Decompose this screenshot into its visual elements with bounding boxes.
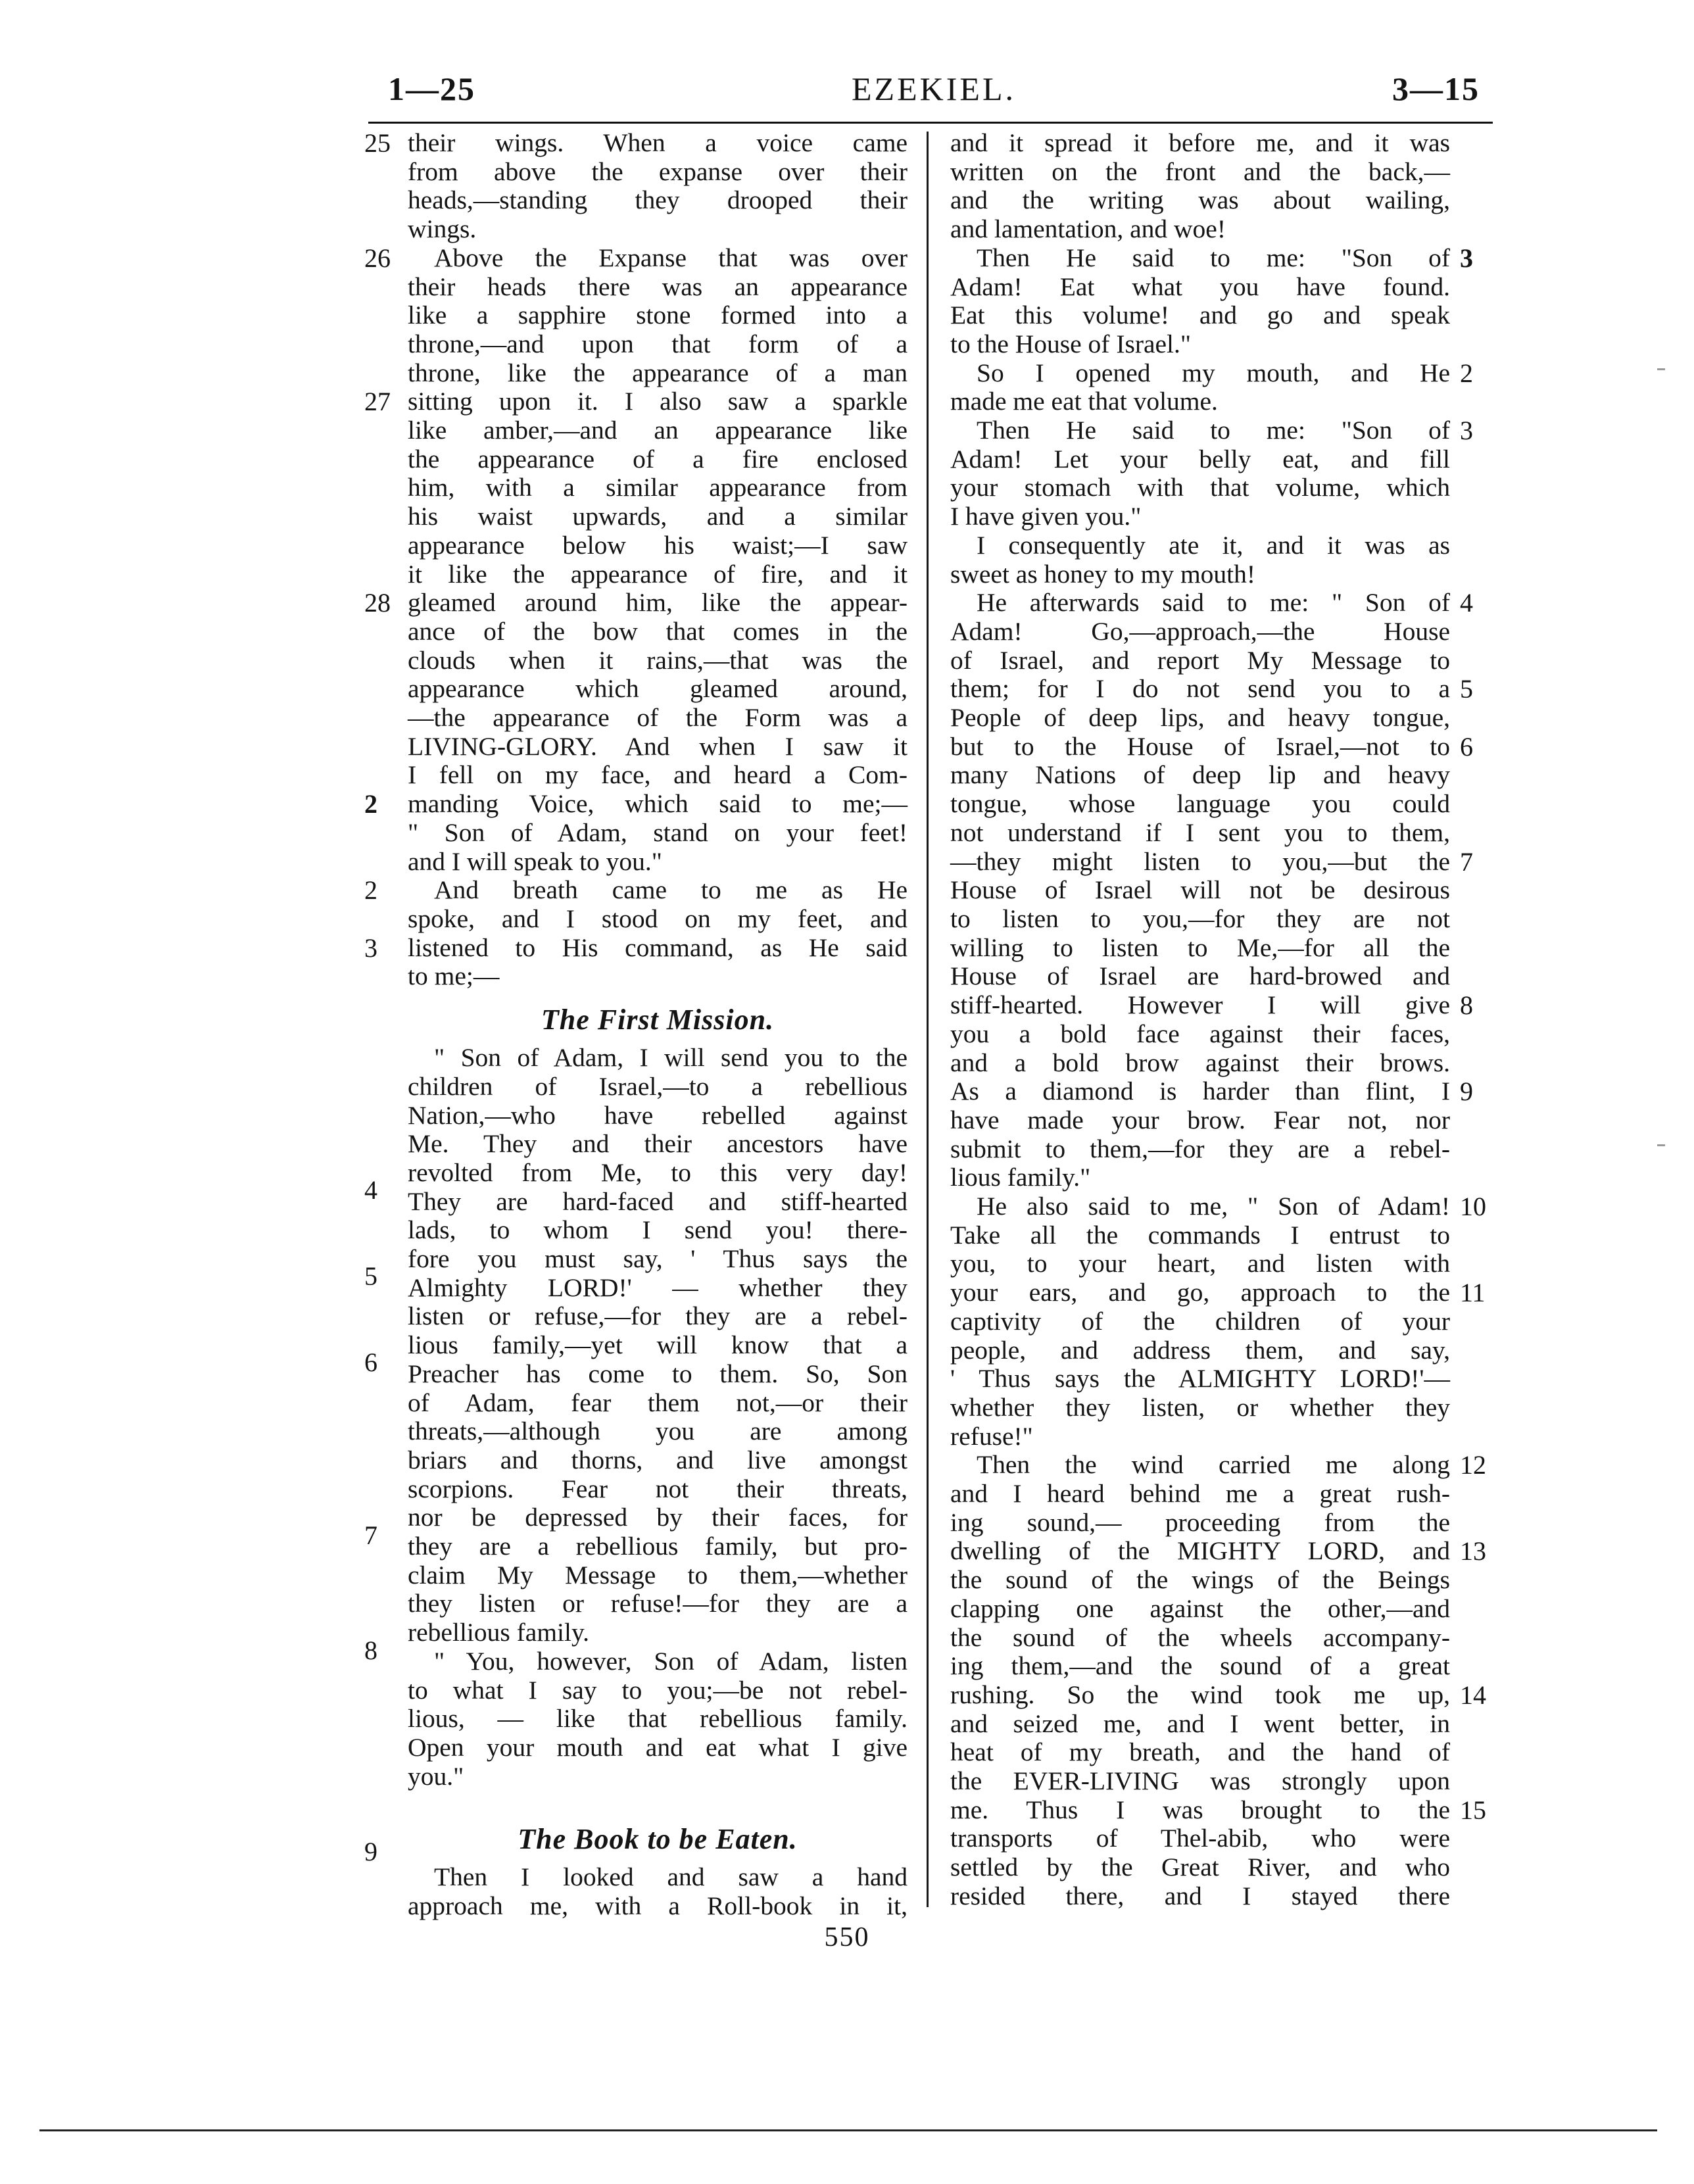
text-line: Me. They and their ancestors have	[408, 1129, 908, 1159]
text-line: scorpions. Fear not their threats,	[408, 1474, 908, 1503]
text-line: dwelling of the MIGHTY LORD, and	[950, 1536, 1450, 1566]
column-divider	[927, 132, 929, 1907]
text-line: tongue, whose language you could	[950, 789, 1450, 819]
text-line: them; for I do not send you to a	[950, 674, 1450, 704]
text-line: LIVING-GLORY. And when I saw it	[408, 731, 908, 761]
text-line: rebellious family.	[408, 1618, 590, 1647]
text-line: lious family,—yet will know that a	[408, 1330, 908, 1360]
text-line: many Nations of deep lip and heavy	[950, 760, 1450, 790]
text-line: Then He said to me: "Son of	[977, 416, 1450, 445]
verse-number: 8	[1460, 990, 1473, 1020]
text-line: to what I say to you;—be not rebel-	[408, 1675, 908, 1705]
verse-number: 7	[1460, 847, 1473, 877]
verse-number: 2	[364, 875, 377, 905]
text-line: He afterwards said to me: " Son of	[977, 588, 1450, 618]
text-line: willing to listen to Me,—for all the	[950, 933, 1450, 962]
text-line: and a bold brow against their brows.	[950, 1048, 1450, 1077]
text-line: me. Thus I was brought to the	[950, 1795, 1450, 1824]
text-line: appearance below his waist;—I saw	[408, 530, 908, 560]
text-line: like a sapphire stone formed into a	[408, 301, 908, 330]
text-line: him, with a similar appearance from	[408, 473, 908, 502]
text-line: " Son of Adam, I will send you to the	[434, 1043, 908, 1073]
text-line: sitting upon it. I also saw a sparkle	[408, 387, 908, 416]
text-line: I fell on my face, and heard a Com-	[408, 760, 908, 790]
verse-number: 3	[1460, 416, 1473, 445]
text-line: gleamed around him, like the appear-	[408, 588, 908, 618]
verse-number: 5	[364, 1261, 377, 1291]
text-line: and lamentation, and woe!	[950, 214, 1226, 244]
text-line: Then the wind carried me along	[977, 1450, 1450, 1480]
text-line: Adam! Go,—approach,—the House	[950, 616, 1450, 646]
text-line: your ears, and go, approach to the	[950, 1278, 1450, 1307]
text-line: clapping one against the other,—and	[950, 1593, 1450, 1623]
text-line: heat of my breath, and the hand of	[950, 1737, 1450, 1767]
text-line: submit to them,—for they are a rebel-	[950, 1134, 1450, 1163]
header-book-title: EZEKIEL.	[852, 70, 1016, 107]
section-heading: The First Mission.	[541, 1004, 775, 1036]
text-line: and it spread it before me, and it was	[950, 128, 1450, 157]
text-line: wings.	[408, 214, 477, 244]
text-line: they listen or refuse!—for they are a	[408, 1589, 908, 1618]
verse-number: 2	[1460, 358, 1473, 388]
text-line: but to the House of Israel,—not to	[950, 731, 1450, 761]
text-line: Take all the commands I entrust to	[950, 1220, 1450, 1250]
text-line: you, to your heart, and listen with	[950, 1249, 1450, 1278]
text-line: ing them,—and the sound of a great	[950, 1651, 1450, 1681]
text-line: settled by the Great River, and who	[950, 1853, 1450, 1882]
text-line: threats,—although you are among	[408, 1417, 908, 1446]
chapter-number: 2	[364, 789, 377, 819]
text-line: refuse!"	[950, 1421, 1033, 1451]
text-line: written on the front and the back,—	[950, 157, 1450, 186]
section-heading: The Book to be Eaten.	[518, 1823, 798, 1856]
text-line: Then He said to me: "Son of	[977, 243, 1450, 272]
verse-number: 10	[1460, 1192, 1486, 1221]
text-line: captivity of the children of your	[950, 1306, 1450, 1336]
text-line: They are hard-faced and stiff-hearted	[408, 1186, 908, 1216]
text-line: to the House of Israel."	[950, 329, 1192, 358]
text-line: Open your mouth and eat what I give	[408, 1732, 908, 1762]
text-line: throne, like the appearance of a man	[408, 358, 908, 387]
text-line: House of Israel are hard-browed and	[950, 961, 1450, 991]
verse-number: 8	[364, 1636, 377, 1665]
text-line: you a bold face against their faces,	[950, 1019, 1450, 1048]
verse-number: 9	[1460, 1077, 1473, 1106]
text-line: the EVER-LIVING was strongly upon	[950, 1766, 1450, 1796]
text-line: ance of the bow that comes in the	[408, 616, 908, 646]
text-line: appearance which gleamed around,	[408, 674, 908, 704]
text-line: have made your brow. Fear not, nor	[950, 1105, 1450, 1134]
text-line: stiff-hearted. However I will give	[950, 990, 1450, 1020]
verse-number: 6	[364, 1347, 377, 1377]
text-line: listened to His command, as He said	[408, 933, 908, 962]
text-line: their wings. When a voice came	[408, 128, 908, 157]
text-line: Almighty LORD!' — whether they	[408, 1273, 908, 1302]
header-left-reference: 1—25	[388, 70, 475, 107]
bottom-rule	[39, 2129, 1657, 2131]
text-line: briars and thorns, and live amongst	[408, 1445, 908, 1474]
text-line: lious family."	[950, 1163, 1091, 1192]
text-line: " Son of Adam, stand on your feet!	[408, 817, 908, 847]
text-line: As a diamond is harder than flint, I	[950, 1077, 1450, 1106]
text-line: fore you must say, ' Thus says the	[408, 1244, 908, 1274]
verse-number: 4	[364, 1175, 377, 1205]
text-line: He also said to me, " Son of Adam!	[977, 1192, 1450, 1221]
chapter-number: 3	[1460, 243, 1473, 273]
text-line: people, and address them, and say,	[950, 1335, 1450, 1365]
text-line: revolted from Me, to this very day!	[408, 1157, 908, 1187]
text-line: the appearance of a fire enclosed	[408, 444, 908, 473]
text-line: to me;—	[408, 961, 500, 991]
text-line: Then I looked and saw a hand	[434, 1862, 908, 1892]
left-column	[408, 129, 908, 1921]
text-line: you."	[408, 1761, 464, 1791]
verse-number: 27	[364, 387, 391, 416]
text-line: throne,—and upon that form of a	[408, 329, 908, 358]
text-line: from above the expanse over their	[408, 157, 908, 186]
verse-number: 7	[364, 1520, 377, 1550]
text-line: lads, to whom I send you! there-	[408, 1215, 908, 1245]
text-line: and the writing was about wailing,	[950, 185, 1450, 215]
text-line: of Israel, and report My Message to	[950, 645, 1450, 675]
text-line: Eat this volume! and go and speak	[950, 301, 1450, 330]
verse-number: 3	[364, 933, 377, 963]
verse-number: 28	[364, 588, 391, 618]
scan-edge-mark	[1657, 368, 1665, 370]
text-line: and I will speak to you."	[408, 846, 662, 876]
verse-number: 15	[1460, 1795, 1486, 1825]
text-line: it like the appearance of fire, and it	[408, 559, 908, 589]
header-rule	[368, 122, 1493, 124]
text-line: —the appearance of the Form was a	[408, 703, 908, 733]
verse-number: 4	[1460, 588, 1473, 618]
text-line: clouds when it rains,—that was the	[408, 645, 908, 675]
text-line: Preacher has come to them. So, Son	[408, 1359, 908, 1388]
text-line: manding Voice, which said to me;—	[408, 789, 908, 819]
text-line: like amber,—and an appearance like	[408, 416, 908, 445]
text-line: their heads there was an appearance	[408, 272, 908, 301]
text-line: I have given you."	[950, 502, 1142, 531]
text-line: heads,—standing they drooped their	[408, 185, 908, 215]
verse-number: 12	[1460, 1450, 1486, 1480]
verse-number: 25	[364, 128, 391, 158]
text-line: and I heard behind me a great rush-	[950, 1479, 1450, 1509]
text-line: transports of Thel-abib, who were	[950, 1824, 1450, 1853]
text-line: rushing. So the wind took me up,	[950, 1680, 1450, 1709]
text-line: claim My Message to them,—whether	[408, 1560, 908, 1589]
verse-number: 26	[364, 243, 391, 273]
text-line: " You, however, Son of Adam, listen	[434, 1646, 908, 1676]
text-line: the sound of the wings of the Beings	[950, 1565, 1450, 1595]
text-line: People of deep lips, and heavy tongue,	[950, 703, 1450, 733]
text-line: —they might listen to you,—but the	[950, 846, 1450, 876]
text-line: lious, — like that rebellious family.	[408, 1704, 908, 1734]
text-line: Adam! Eat what you have found.	[950, 272, 1450, 301]
text-line: And breath came to me as He	[434, 875, 908, 905]
scan-edge-mark	[1657, 1144, 1665, 1146]
right-column	[950, 129, 1450, 1911]
text-line: made me eat that volume.	[950, 387, 1218, 416]
text-line: nor be depressed by their faces, for	[408, 1503, 908, 1532]
verse-number: 11	[1460, 1278, 1486, 1307]
text-line: ' Thus says the ALMIGHTY LORD!'—	[950, 1364, 1450, 1394]
text-line: not understand if I sent you to them,	[950, 817, 1450, 847]
text-line: So I opened my mouth, and He	[977, 358, 1450, 387]
page-number: 550	[824, 1922, 870, 1953]
text-line: to listen to you,—for they are not	[950, 904, 1450, 933]
text-line: House of Israel will not be desirous	[950, 875, 1450, 905]
verse-number: 9	[364, 1837, 377, 1866]
text-line: Nation,—who have rebelled against	[408, 1100, 908, 1130]
text-line: whether they listen, or whether they	[950, 1392, 1450, 1422]
text-line: listen or refuse,—for they are a rebel-	[408, 1301, 908, 1331]
text-line: of Adam, fear them not,—or their	[408, 1388, 908, 1417]
text-line: they are a rebellious family, but pro-	[408, 1532, 908, 1561]
verse-number: 6	[1460, 732, 1473, 762]
running-header	[375, 59, 1493, 118]
text-line: his waist upwards, and a similar	[408, 502, 908, 531]
text-line: your stomach with that volume, which	[950, 473, 1450, 502]
verse-number: 5	[1460, 674, 1473, 704]
text-line: spoke, and I stood on my feet, and	[408, 904, 908, 933]
text-line: resided there, and I stayed there	[950, 1881, 1450, 1910]
text-line: approach me, with a Roll-book in it,	[408, 1891, 908, 1921]
text-line: Adam! Let your belly eat, and fill	[950, 444, 1450, 473]
text-line: the sound of the wheels accompany-	[950, 1622, 1450, 1652]
verse-number: 13	[1460, 1536, 1486, 1566]
text-line: I consequently ate it, and it was as	[977, 530, 1450, 560]
text-line: and seized me, and I went better, in	[950, 1709, 1450, 1738]
text-line: sweet as honey to my mouth!	[950, 559, 1256, 589]
text-line: children of Israel,—to a rebellious	[408, 1071, 908, 1101]
verse-number: 14	[1460, 1680, 1486, 1710]
text-line: ing sound,— proceeding from the	[950, 1507, 1450, 1537]
header-right-reference: 3—15	[1392, 70, 1480, 107]
text-line: Above the Expanse that was over	[434, 243, 908, 272]
